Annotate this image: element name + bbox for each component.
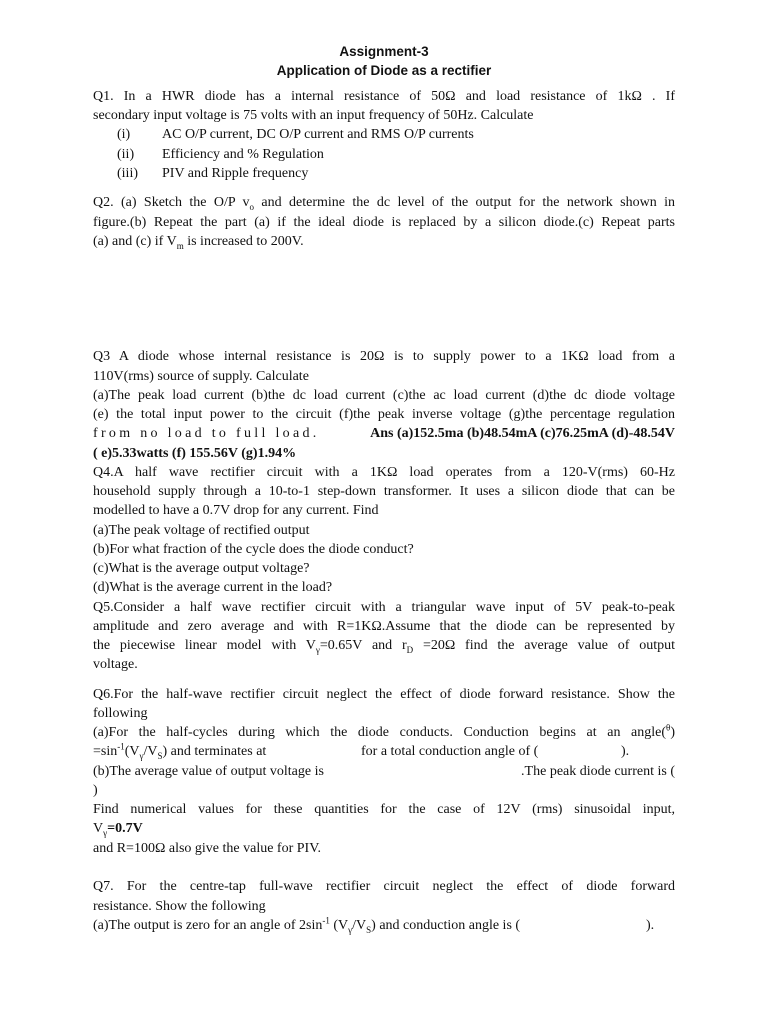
q7-line-2: resistance. Show the following — [93, 899, 266, 914]
q6-line-8 — [93, 820, 675, 837]
q6-line-7: Find numerical values for these quantities for the case of 12V (rms) sinusoidal input, — [93, 802, 675, 817]
q5-text: =0.65V and r — [319, 638, 407, 653]
q4-line-7: (d)What is the average current in the load? — [93, 580, 333, 595]
superscript: θ — [666, 722, 671, 733]
q2-line-3 — [93, 233, 675, 250]
q4-line-4: (a)The peak voltage of rectified output — [93, 523, 310, 538]
q7-text: (V — [329, 918, 349, 933]
subscript: D — [406, 644, 414, 655]
q6-line-2: following — [93, 706, 148, 721]
subscript: S — [366, 924, 372, 935]
q3-line-4: (e) the total input power to the circuit (f)the peak inverse voltage (g)the percentage regulation — [93, 407, 675, 422]
q5-text: the piecewise linear model with V — [93, 638, 316, 653]
q4-line-1: Q4.A half wave rectifier circuit with a 1KΩ load operates from a 120-V(rms) 60-Hz — [93, 465, 675, 480]
q6-text: for a total conduction angle of ( — [361, 744, 539, 759]
subscript: γ — [103, 827, 108, 838]
q6-text: (a)For the half-cycles during which the diode conducts. Conduction begins at an angle( — [93, 725, 667, 740]
q1-item-text: AC O/P current, DC O/P current and RMS O/P currents — [162, 127, 474, 142]
q6-text: ) and terminates at — [162, 744, 267, 759]
q7-text: /V — [352, 918, 367, 933]
q7-text: ). — [646, 918, 655, 933]
subscript: o — [249, 201, 255, 212]
q3-answer-line-2: ( e)5.33watts (f) 155.56V (g)1.94% — [93, 446, 297, 461]
q5-line-1: Q5.Consider a half wave rectifier circuit with a triangular wave input of 5V peak-to-peak — [93, 600, 675, 615]
q7-text: (a)The output is zero for an angle of 2sin — [93, 918, 323, 933]
q5-line-4: voltage. — [93, 657, 138, 672]
q3-text: from no load to full load. — [93, 426, 320, 441]
subscript: m — [176, 240, 184, 251]
q2-line-2: figure.(b) Repeat the part (a) if the ideal diode is replaced by a silicon diode.(c) Repeat parts — [93, 215, 675, 230]
q6-text: V — [93, 821, 104, 836]
q6-line-6: ) — [93, 783, 98, 798]
q6-line-4 — [93, 743, 675, 760]
q2-text: Q2. (a) Sketch the O/P v — [93, 195, 250, 210]
q4-line-2: household supply through a 10-to-1 step-down transformer. It uses a silicon diode that can be — [93, 484, 675, 499]
q1-item-number: (iii) — [117, 166, 138, 181]
q4-line-6: (c)What is the average output voltage? — [93, 561, 310, 576]
document-title: Assignment-3 — [339, 44, 429, 59]
subscript: γ — [315, 644, 320, 655]
q1-item-number: (i) — [117, 127, 131, 142]
q1-item-text: PIV and Ripple frequency — [162, 166, 309, 181]
q6-text: =sin — [93, 744, 118, 759]
q6-line-5 — [93, 763, 675, 780]
document-subtitle: Application of Diode as a rectifier — [276, 63, 492, 78]
q5-line-3 — [93, 637, 675, 654]
q5-text: =20Ω find the average value of output — [413, 638, 675, 653]
q6-line-1: Q6.For the half-wave rectifier circuit neglect the effect of diode forward resistance. Show the — [93, 687, 675, 702]
q3-line-1: Q3 A diode whose internal resistance is 20Ω is to supply power to a 1KΩ load from a — [93, 349, 675, 364]
q7-line-3 — [93, 917, 675, 934]
q1-item-number: (ii) — [117, 147, 135, 162]
superscript: -1 — [322, 915, 330, 926]
q3-line-5 — [93, 425, 675, 442]
q6-text: (V — [124, 744, 140, 759]
q1-item-text: Efficiency and % Regulation — [162, 147, 324, 162]
q5-line-2: amplitude and zero average and with R=1KΩ.Assume that the diode can be represented by — [93, 619, 675, 634]
q2-line-1 — [93, 194, 675, 211]
q6-text: ) — [670, 725, 675, 740]
q3-line-3: (a)The peak load current (b)the dc load current (c)the ac load current (d)the dc diode voltage — [93, 388, 675, 403]
q6-text: =0.7V — [107, 821, 143, 836]
q4-line-5: (b)For what fraction of the cycle does the diode conduct? — [93, 542, 414, 557]
q6-text: ). — [621, 744, 630, 759]
q6-text: .The peak diode current is ( — [521, 764, 675, 779]
q1-line-2: secondary input voltage is 75 volts with an input frequency of 50Hz. Calculate — [93, 108, 534, 123]
subscript: S — [157, 750, 163, 761]
q6-line-9: and R=100Ω also give the value for PIV. — [93, 841, 322, 856]
q7-line-1: Q7. For the centre-tap full-wave rectifier circuit neglect the effect of diode forward — [93, 879, 675, 894]
q1-line-1: Q1. In a HWR diode has a internal resistance of 50Ω and load resistance of 1kΩ . If — [93, 89, 675, 104]
subscript: γ — [139, 750, 144, 761]
q3-line-2: 110V(rms) source of supply. Calculate — [93, 369, 309, 384]
q6-text: (b)The average value of output voltage is — [93, 764, 324, 779]
q2-text: and determine the dc level of the output for the network shown in — [254, 195, 675, 210]
q2-text: (a) and (c) if V — [93, 234, 177, 249]
q7-text: ) and conduction angle is ( — [371, 918, 521, 933]
q6-text: /V — [143, 744, 158, 759]
q2-text: is increased to 200V. — [183, 234, 304, 249]
superscript: -1 — [117, 741, 125, 752]
subscript: γ — [348, 924, 353, 935]
q4-line-3: modelled to have a 0.7V drop for any current. Find — [93, 503, 379, 518]
q3-answer: Ans (a)152.5ma (b)48.54mA (c)76.25mA (d)-48.54V — [370, 426, 675, 441]
q6-line-3 — [93, 724, 675, 741]
